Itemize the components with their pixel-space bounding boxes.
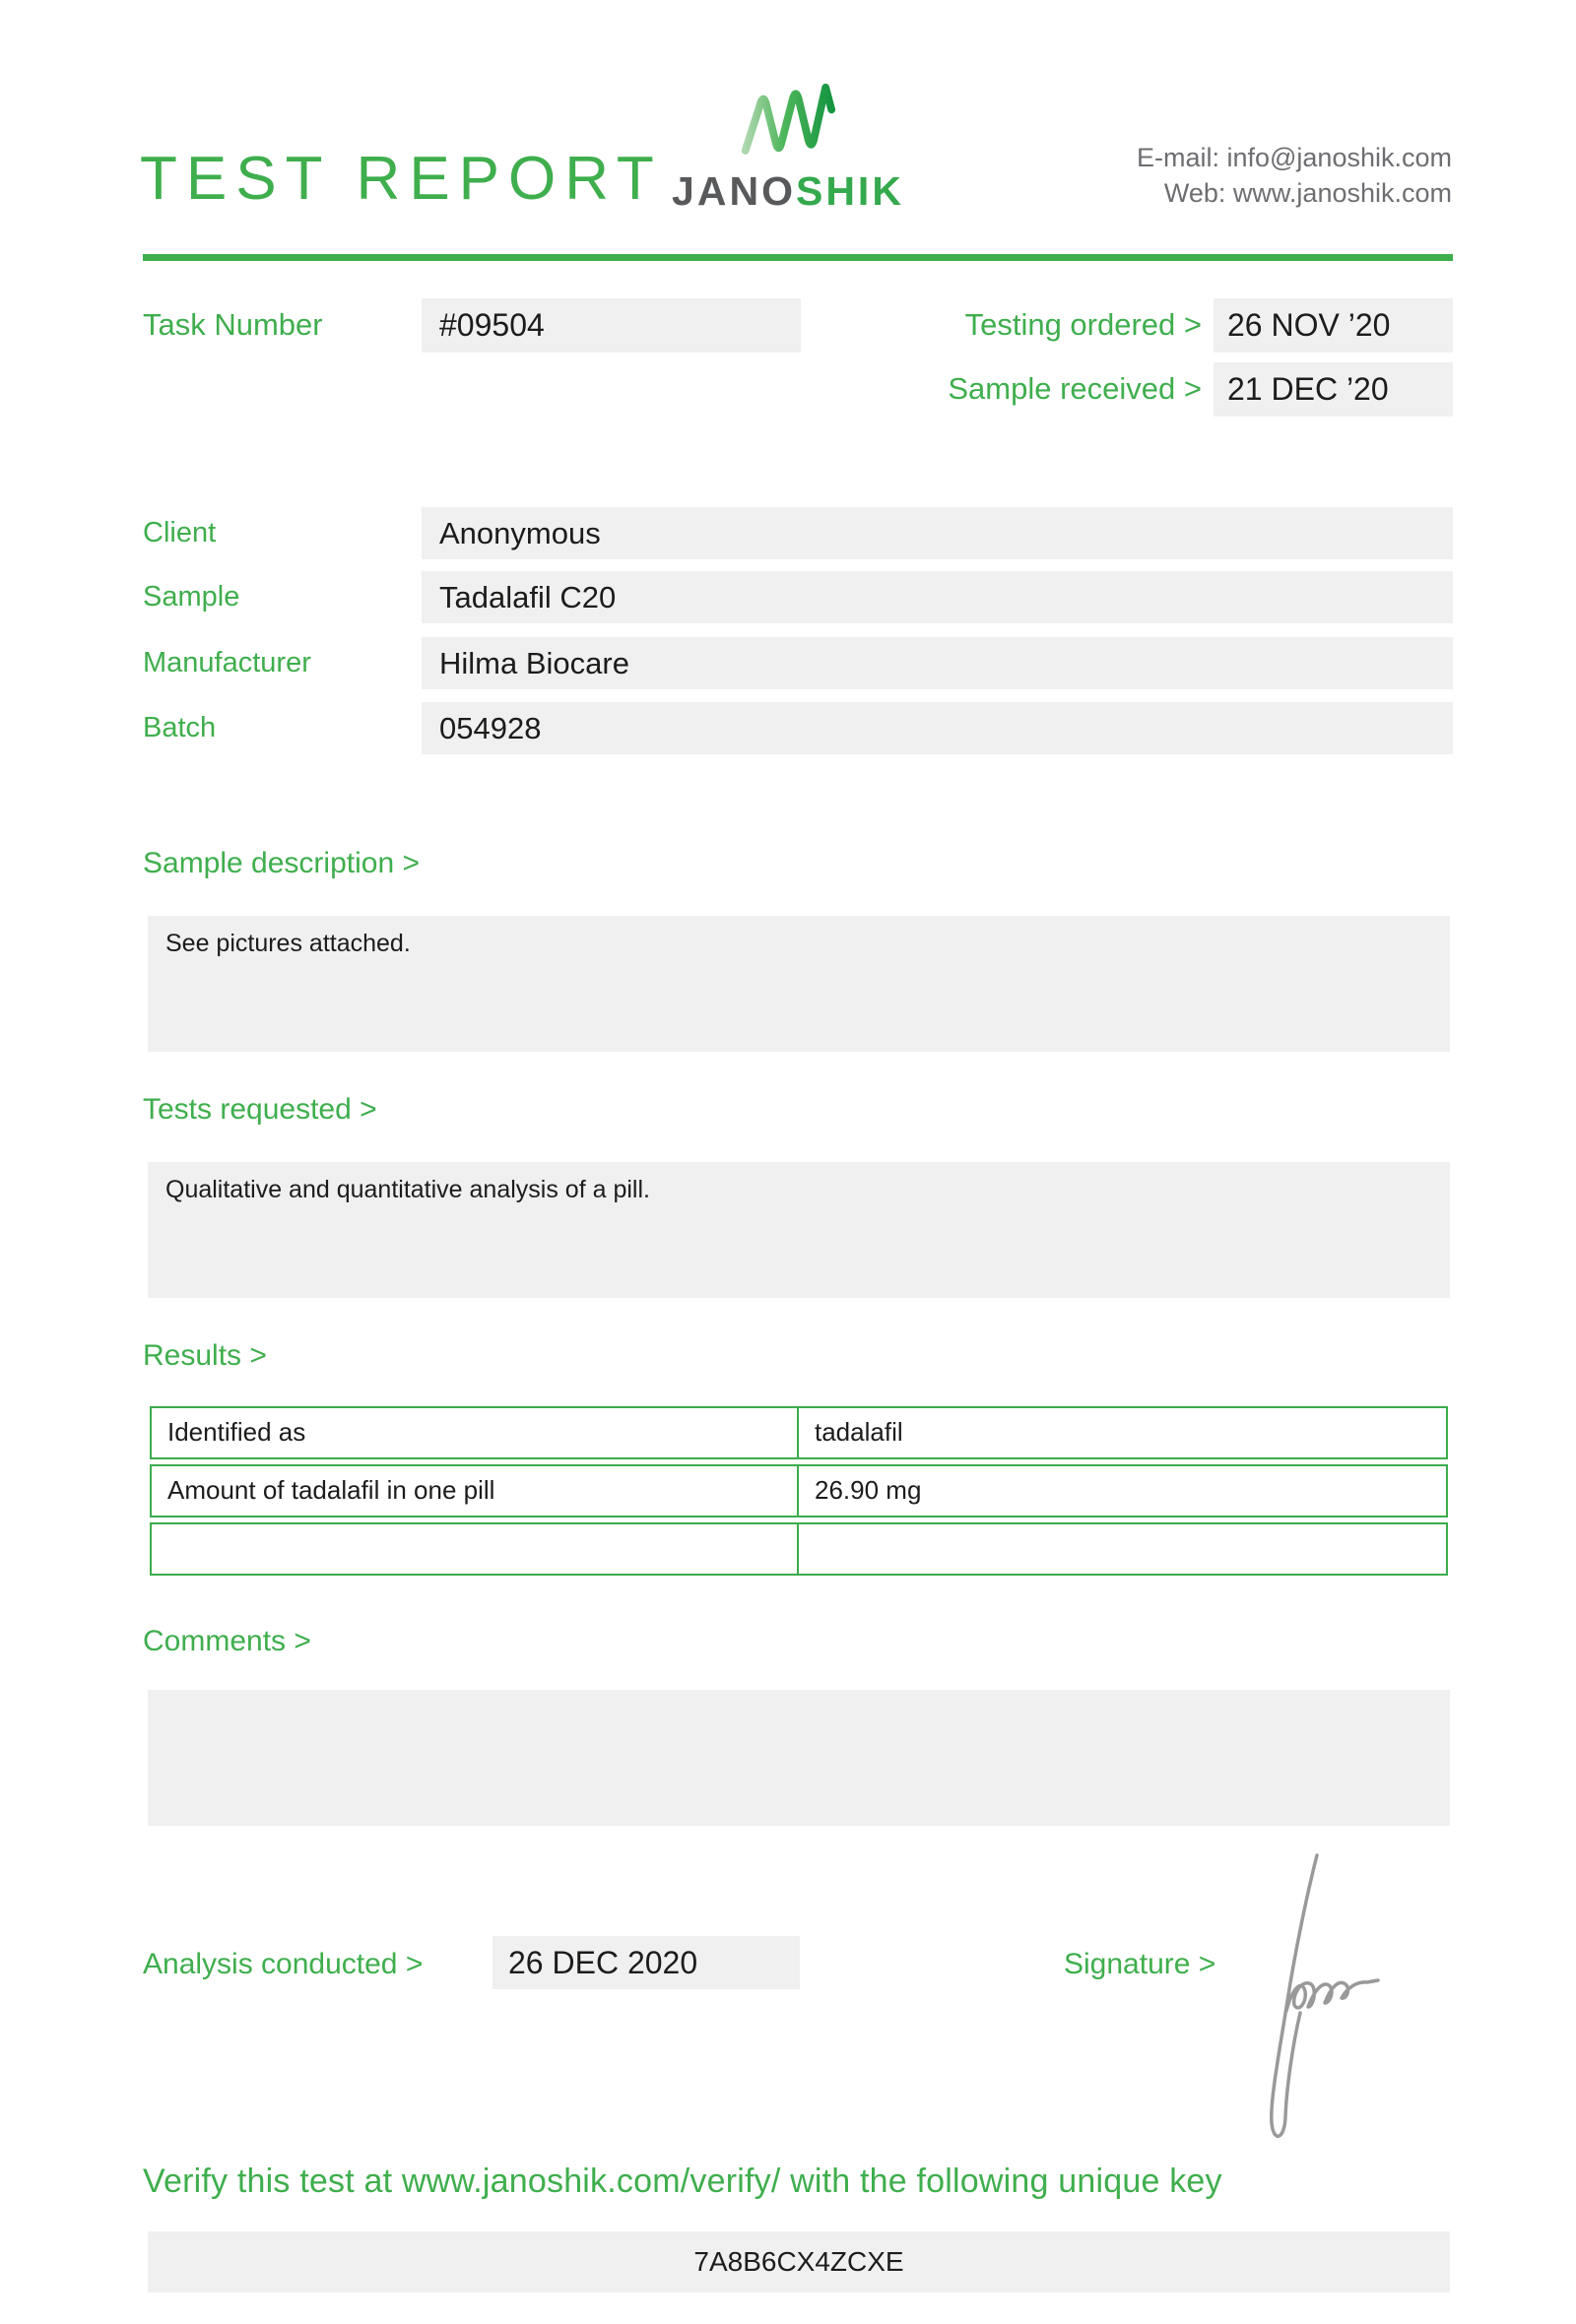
page-title: TEST REPORT — [140, 145, 663, 213]
table-row — [150, 1464, 1448, 1517]
batch-label: Batch — [143, 712, 217, 743]
logo-text-jano: JANO — [672, 168, 796, 214]
result-value-cell — [799, 1524, 1446, 1574]
verify-key: 7A8B6CX4ZCXE — [148, 2231, 1450, 2292]
sample-description-heading: Sample description > — [143, 847, 420, 879]
signature-label: Signature > — [1064, 1948, 1216, 1980]
sample-value: Tadalafil C20 — [422, 571, 1453, 623]
results-table — [150, 1406, 1448, 1581]
result-value-cell: tadalafil — [815, 1417, 903, 1447]
contact-web: Web: www.janoshik.com — [1163, 178, 1452, 208]
client-label: Client — [143, 517, 217, 549]
task-number-label: Task Number — [143, 307, 323, 342]
contact-block — [1137, 140, 1452, 211]
testing-ordered-label: Testing ordered > — [964, 307, 1202, 342]
client-value: Anonymous — [422, 507, 1453, 559]
result-name-cell: Identified as — [152, 1408, 799, 1457]
result-value-cell: 26.90 mg — [815, 1475, 922, 1505]
comments-heading: Comments > — [143, 1625, 311, 1657]
sample-description-box: See pictures attached. — [148, 916, 1450, 1052]
batch-value: 054928 — [422, 702, 1453, 754]
info-row-manufacturer — [143, 637, 1453, 689]
sample-label: Sample — [143, 581, 240, 613]
manufacturer-value: Hilma Biocare — [422, 637, 1453, 689]
info-row-sample — [143, 571, 1453, 623]
info-row-batch — [143, 702, 1453, 754]
tests-requested-heading: Tests requested > — [143, 1093, 377, 1126]
result-name-cell: Amount of tadalafil in one pill — [152, 1466, 799, 1516]
table-row — [150, 1406, 1448, 1459]
contact-email: E-mail: info@janoshik.com — [1136, 143, 1452, 172]
manufacturer-label: Manufacturer — [143, 647, 311, 678]
logo-wordmark — [662, 168, 914, 215]
task-number-value: #09504 — [422, 298, 801, 353]
tests-requested-box: Qualitative and quantitative analysis of a pill. — [148, 1162, 1450, 1298]
signature-image — [1243, 1853, 1391, 2149]
comments-box — [148, 1690, 1450, 1826]
result-name-cell — [152, 1524, 799, 1574]
analysis-conducted-label: Analysis conducted > — [143, 1948, 424, 1980]
header-divider — [143, 254, 1453, 261]
analysis-conducted-value: 26 DEC 2020 — [492, 1936, 800, 1989]
sample-received-label: Sample received > — [948, 371, 1202, 406]
results-heading: Results > — [143, 1339, 267, 1372]
logo-text-shik: SHIK — [795, 168, 904, 214]
rising-chart-icon — [737, 75, 839, 161]
sample-received-value: 21 DEC ’20 — [1214, 362, 1453, 417]
verify-instruction: Verify this test at www.janoshik.com/verify/ with the following unique key — [143, 2163, 1222, 2200]
janoshik-logo — [662, 75, 914, 215]
info-row-client — [143, 507, 1453, 559]
testing-ordered-value: 26 NOV ’20 — [1214, 298, 1453, 353]
table-row — [150, 1522, 1448, 1576]
